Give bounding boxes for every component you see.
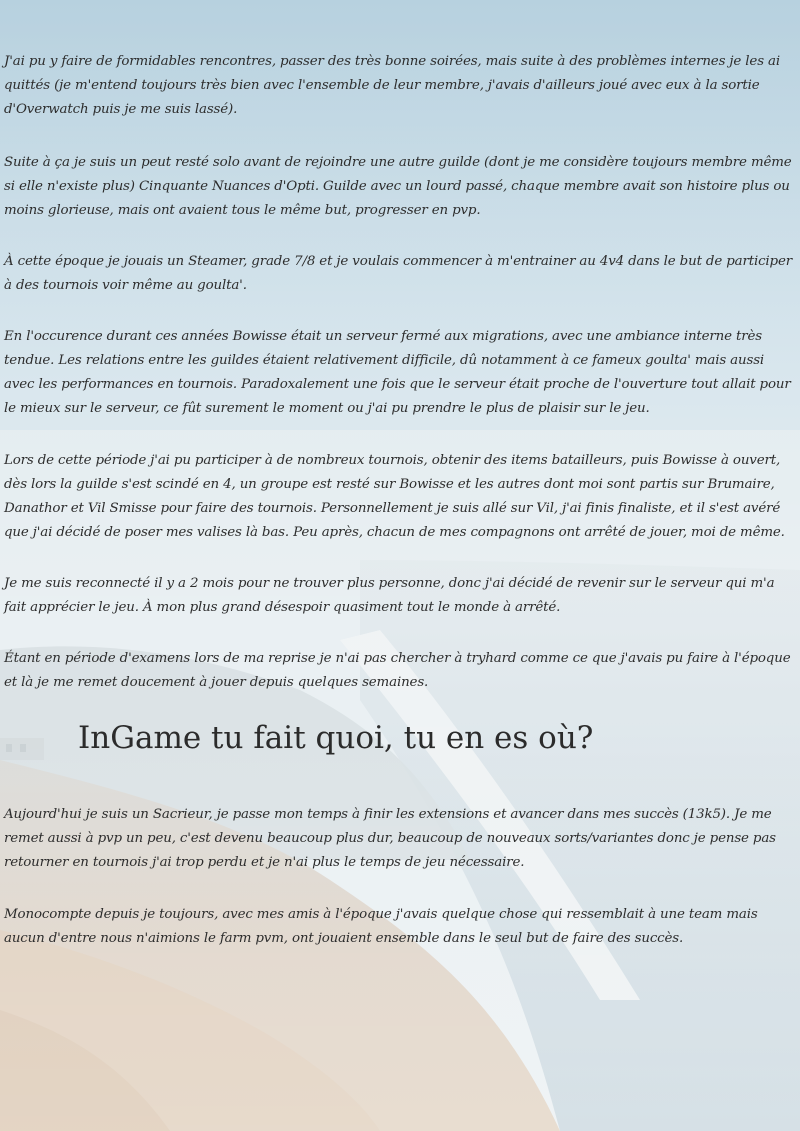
paragraph-sacrieur: Aujourd'hui je suis un Sacrieur, je passe mon temps à finir les extensions et avancer dans mes succès (13k5). Je me remet aussi à pvp un peu, c'est devenu beaucoup plus dur, beaucoup de nouveaux sorts/variantes donc je pense pas retourner en tournois j'ai trop perdu et je n'ai plus le temps de jeu nécessaire. xyxy=(4,807,776,870)
section-heading-ingame: InGame tu fait quoi, tu en es où? xyxy=(78,720,594,756)
paragraph-monocompte: Monocompte depuis je toujours, avec mes amis à l'époque j'avais quelque chose qui ressemblait à une team mais aucun d'entre nous n'aimions le farm pvm, ont jouaient ensemble dans le seul but de faire des succès. xyxy=(4,907,758,946)
paragraph-bowisse-server: En l'occurence durant ces années Bowisse était un serveur fermé aux migrations, avec une ambiance interne très tendue. Les relations entre les guildes étaient relativement difficile, dû notamment à ce fameux goulta' mais aussi avec les performances en tournois. Paradoxalement une fois que le serveur était proche de l'ouverture tout allait pour le mieux sur le serveur, ce fût surement le moment ou j'ai pu prendre le plus de plaisir sur le jeu. xyxy=(4,329,791,416)
paragraph-cinquante-nuances: Suite à ça je suis un peut resté solo avant de rejoindre une autre guilde (dont je me considère toujours membre même si elle n'existe plus) Cinquante Nuances d'Opti. Guilde avec un lourd passé, chaque membre avait son histoire plus ou moins glorieuse, mais ont avaient tous le même but, progresser en pvp. xyxy=(4,155,792,218)
paragraph-intro-guild: J'ai pu y faire de formidables rencontres, passer des très bonne soirées, mais suite à des problèmes internes je les ai quittés (je m'entend toujours très bien avec l'ensemble de leur membre, j'avais d'ailleurs joué avec eux à la sortie d'Overwatch puis je me suis lassé). xyxy=(4,54,780,117)
paragraph-exams: Étant en période d'examens lors de ma reprise je n'ai pas chercher à tryhard comme ce que j'avais pu faire à l'époque et là je me remet doucement à jouer depuis quelques semaines. xyxy=(4,651,791,690)
paragraph-reconnect: Je me suis reconnecté il y a 2 mois pour ne trouver plus personne, donc j'ai décidé de revenir sur le serveur qui m'a fait apprécier le jeu. À mon plus grand désespoir quasiment tout le monde à arrêté. xyxy=(4,576,775,615)
paragraph-tournaments: Lors de cette période j'ai pu participer à de nombreux tournois, obtenir des items batailleurs, puis Bowisse à ouvert, dès lors la guilde s'est scindé en 4, un groupe est resté sur Bowisse et les autres dont moi sont partis sur Brumaire, Danathor et Vil Smisse pour faire des tournois. Personnellement je suis allé sur Vil, j'ai finis finaliste, et il s'est avéré que j'ai décidé de poser mes valises là bas. Peu après, chacun de mes compagnons ont arrêté de jouer, moi de même. xyxy=(4,453,785,540)
paragraph-steamer: À cette époque je jouais un Steamer, grade 7/8 et je voulais commencer à m'entrainer au 4v4 dans le but de participer à des tournois voir même au goulta'. xyxy=(4,254,793,293)
